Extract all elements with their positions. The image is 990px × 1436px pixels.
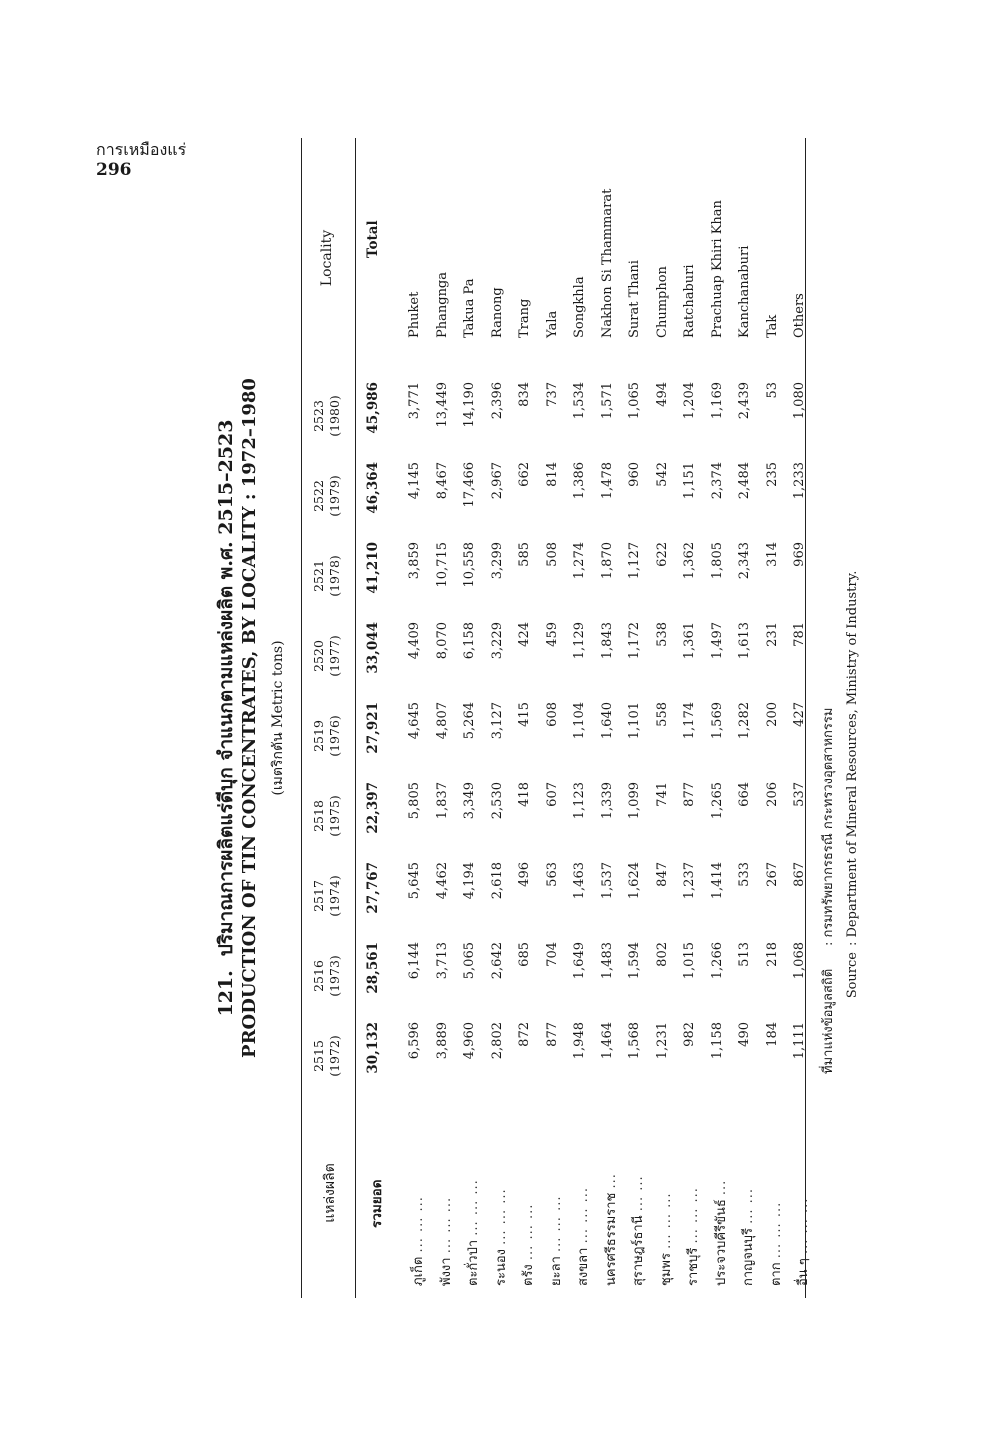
year-header [311, 776, 343, 856]
table-cell: 1,101 [627, 702, 642, 740]
table-body [365, 138, 820, 1298]
table-cell: 563 [544, 862, 560, 887]
year-gregorian: (1979) [327, 475, 342, 517]
leader-dots: ... ... ... [686, 1187, 701, 1244]
table-cell: 781 [792, 622, 807, 647]
table-cell: 685 [517, 942, 532, 967]
table-cell: 267 [764, 862, 780, 887]
locality-english: Surat Thani [627, 260, 642, 338]
table-cell: 1,534 [572, 382, 587, 420]
table-cell: 6,596 [407, 1022, 422, 1060]
locality-thai [435, 1086, 456, 1286]
year-buddhist: 2521 [311, 560, 326, 592]
table-cell: 1,339 [599, 782, 615, 820]
table-cell: 3,859 [407, 542, 422, 580]
locality-thai [792, 1086, 813, 1286]
locality-english: Yala [544, 310, 560, 338]
table-cell: 513 [737, 942, 752, 967]
table-row [490, 138, 518, 1298]
table-cell: 2,374 [709, 462, 725, 500]
table-cell: 10,558 [462, 542, 477, 588]
table-cell: 1,497 [709, 622, 725, 660]
locality-thai-name: ตาก [768, 1262, 784, 1286]
locality-english: Ratchaburi [682, 264, 697, 338]
locality-thai-name: ชุมพร [658, 1253, 674, 1286]
year-buddhist: 2519 [311, 720, 326, 752]
table-cell: 1,282 [737, 702, 752, 740]
locality-thai [545, 1086, 566, 1286]
table-row [600, 138, 628, 1298]
total-row [365, 138, 407, 1298]
year-header [311, 936, 343, 1016]
table-cell: 4,462 [434, 862, 450, 900]
locality-english: Chumphon [654, 266, 670, 338]
source-thai [817, 571, 841, 1074]
table-cell: 17,466 [462, 462, 477, 508]
table-cell: 13,449 [434, 382, 450, 428]
year-buddhist: 2520 [311, 640, 326, 672]
locality-thai [682, 1086, 703, 1286]
table-cell: 1,362 [682, 542, 697, 580]
table-cell: 608 [544, 702, 560, 727]
table-cell: 802 [654, 942, 670, 967]
table-cell: 1,127 [627, 542, 642, 580]
table-cell: 877 [544, 1022, 560, 1047]
year-gregorian: (1980) [327, 395, 342, 437]
year-buddhist: 2517 [311, 880, 326, 912]
table-number: 121. [215, 970, 237, 1017]
table-cell: 6,158 [462, 622, 477, 660]
source-english-text: : Department of Mineral Resources, Ministry of Industry. [845, 570, 860, 946]
locality-thai-header: แหล่งผลิต [322, 1163, 338, 1223]
locality-thai [600, 1086, 621, 1286]
table-cell: 10,715 [434, 542, 450, 588]
leader-dots: ... ... ... [796, 1197, 811, 1255]
table-cell: 5,065 [462, 942, 477, 980]
table-cell: 2,530 [489, 782, 505, 820]
year-header [311, 456, 343, 536]
leader-dots: ... ... ... [658, 1192, 674, 1249]
table-cell: 704 [544, 942, 560, 967]
table-cell: 1,169 [709, 382, 725, 420]
table-cell: 585 [517, 542, 532, 567]
table-cell: 45,986 [365, 382, 381, 434]
leader-dots: ... [603, 1173, 619, 1189]
table-cell: 508 [544, 542, 560, 567]
table-cell: 14,190 [462, 382, 477, 428]
table-cell: 1,483 [599, 942, 615, 980]
table-cell: 872 [517, 1022, 532, 1047]
year-gregorian: (1972) [327, 1035, 342, 1077]
leader-dots: ... ... ... [768, 1201, 784, 1259]
table-cell: 2,802 [489, 1022, 505, 1060]
table-cell: 877 [682, 782, 697, 807]
table-cell: 459 [544, 622, 560, 647]
table-cell: 4,960 [462, 1022, 477, 1060]
table-cell: 1,640 [599, 702, 615, 740]
locality-thai-name: ตะกั่วป่า [466, 1239, 481, 1286]
table-cell: 3,127 [489, 702, 505, 740]
table-top-rule [301, 138, 302, 1298]
locality-english-header: Locality [319, 229, 335, 287]
page-header [96, 140, 186, 180]
table-cell: 41,210 [365, 542, 381, 594]
table-cell: 5,264 [462, 702, 477, 740]
table-row [627, 138, 655, 1298]
year-header [311, 376, 343, 456]
table-row [682, 138, 710, 1298]
table-row [655, 138, 683, 1298]
locality-thai [462, 1086, 483, 1286]
leader-dots: ... ... ... [521, 1203, 536, 1261]
table-cell: 1,361 [682, 622, 697, 660]
locality-thai-name: ระนอง [493, 1248, 509, 1286]
table-cell: 1,463 [572, 862, 587, 900]
table-cell: 418 [517, 782, 532, 807]
locality-thai [407, 1086, 428, 1286]
table-row [545, 138, 573, 1298]
table-cell: 622 [654, 542, 670, 567]
year-buddhist: 2518 [311, 800, 326, 832]
locality-english: Phangnga [434, 271, 450, 338]
table-cell: 206 [764, 782, 780, 807]
table-units: (เมตริกตัน Metric tons) [270, 640, 286, 796]
table-cell: 1,274 [572, 542, 587, 580]
year-buddhist: 2523 [311, 400, 326, 432]
locality-thai-name: ประจวบคีรีขันธ์ [713, 1199, 729, 1286]
locality-thai [655, 1086, 676, 1286]
table-cell: 3,229 [489, 622, 505, 660]
table-cell: 2,343 [737, 542, 752, 580]
table-row [765, 138, 793, 1298]
table-cell: 1,478 [599, 462, 615, 500]
table-cell: 847 [654, 862, 670, 887]
table-source [817, 571, 865, 1074]
table-cell: 424 [517, 622, 532, 647]
table-cell: 1,568 [627, 1022, 642, 1060]
locality-thai [490, 1086, 511, 1286]
table-cell: 2,618 [489, 862, 505, 900]
table-row [517, 138, 545, 1298]
table-cell: 1,111 [792, 1022, 807, 1060]
leader-dots: ... ... ... [548, 1195, 564, 1252]
leader-dots: ... ... ... [411, 1196, 426, 1253]
table-cell: 3,349 [462, 782, 477, 820]
year-buddhist: 2522 [311, 480, 326, 512]
locality-english: Phuket [407, 291, 422, 338]
table-cell: 22,397 [365, 782, 381, 834]
table-cell: 27,921 [365, 702, 381, 754]
locality-thai [710, 1086, 731, 1286]
locality-english: Takua Pa [462, 278, 477, 338]
table-cell: 1,843 [599, 622, 615, 660]
locality-thai-name: รวมยอด [369, 1179, 385, 1228]
table-cell: 1,266 [709, 942, 725, 980]
table-cell: 3,299 [489, 542, 505, 580]
table-cell: 2,484 [737, 462, 752, 500]
year-gregorian: (1973) [327, 955, 342, 997]
table-cell: 1,129 [572, 622, 587, 660]
table-row [407, 138, 435, 1298]
table-cell: 3,771 [407, 382, 422, 420]
table-bottom-rule [805, 138, 806, 1298]
year-buddhist: 2516 [311, 960, 326, 992]
table-cell: 969 [792, 542, 807, 567]
table-cell: 1,837 [434, 782, 450, 820]
locality-thai-name: ตรัง [521, 1264, 536, 1286]
table-cell: 737 [544, 382, 560, 407]
section-name: การเหมืองแร่ [96, 140, 187, 159]
table-cell: 2,642 [489, 942, 505, 980]
year-gregorian: (1978) [327, 555, 342, 597]
table-cell: 30,132 [365, 1022, 381, 1074]
locality-english: Total [365, 220, 381, 258]
table-header-rule [355, 138, 356, 1298]
table-cell: 4,409 [407, 622, 422, 660]
locality-english: Ranong [489, 287, 505, 338]
leader-dots: ... [713, 1179, 729, 1196]
source-english [841, 571, 865, 1074]
table-cell: 46,364 [365, 462, 381, 514]
table-cell: 3,889 [434, 1022, 450, 1060]
table-cell: 415 [517, 702, 532, 727]
locality-thai [572, 1086, 593, 1286]
table-cell: 218 [764, 942, 780, 967]
table-cell: 1,065 [627, 382, 642, 420]
locality-thai [737, 1086, 758, 1286]
table-cell: 542 [654, 462, 670, 487]
table-cell: 33,044 [365, 622, 381, 674]
table-cell: 1,265 [709, 782, 725, 820]
table-title-english: PRODUCTION OF TIN CONCENTRATES, BY LOCALITY : 1972–1980 [239, 378, 260, 1058]
locality-thai [765, 1086, 786, 1286]
table-cell: 867 [792, 862, 807, 887]
table-row [710, 138, 738, 1298]
table-cell: 1,569 [709, 702, 725, 740]
table-cell: 2,967 [489, 462, 505, 500]
table-cell: 558 [654, 702, 670, 727]
table-cell: 8,070 [434, 622, 450, 660]
table-cell: 1,594 [627, 942, 642, 980]
table-cell: 1,624 [627, 862, 642, 900]
table-cell: 231 [764, 622, 780, 647]
year-gregorian: (1976) [327, 715, 342, 757]
locality-english: Kanchanaburi [737, 245, 752, 338]
leader-dots: ... ... [741, 1187, 756, 1224]
table-cell: 960 [627, 462, 642, 487]
leader-dots: ... ... ... [466, 1179, 481, 1236]
locality-thai-name: พังงา [438, 1257, 454, 1286]
table-cell: 1,237 [682, 862, 697, 900]
table-cell: 607 [544, 782, 560, 807]
table-cell: 1,151 [682, 462, 697, 500]
table-cell: 1,386 [572, 462, 587, 500]
locality-english: Songkhla [572, 276, 587, 338]
table-cell: 834 [517, 382, 532, 407]
table-cell: 1,805 [709, 542, 725, 580]
table-cell: 1,123 [572, 782, 587, 820]
year-gregorian: (1975) [327, 795, 342, 837]
table-row [737, 138, 765, 1298]
year-header [311, 856, 343, 936]
locality-thai-name: สงขลา [576, 1247, 591, 1286]
leader-dots: ... ... [631, 1175, 646, 1212]
table-cell: 1,571 [599, 382, 615, 420]
table-cell: 1,233 [792, 462, 807, 500]
table-cell: 1,948 [572, 1022, 587, 1060]
locality-thai-name: สุราษฎร์ธานี [631, 1215, 646, 1286]
table-row [572, 138, 600, 1298]
locality-english: Others [792, 293, 807, 338]
source-english-label: Source [845, 952, 860, 999]
table-cell: 1,649 [572, 942, 587, 980]
table-cell: 741 [654, 782, 670, 807]
table-cell: 1,174 [682, 702, 697, 740]
table-cell: 2,396 [489, 382, 505, 420]
table-cell: 4,145 [407, 462, 422, 500]
locality-english: Nakhon Si Thammarat [599, 188, 615, 338]
locality-thai-name: ภูเก็ต [411, 1256, 426, 1286]
locality-english: Prachuap Khiri Khan [709, 200, 725, 338]
table-cell: 5,645 [407, 862, 422, 900]
year-header [311, 1016, 343, 1096]
table-cell: 1,172 [627, 622, 642, 660]
year-header [311, 616, 343, 696]
table-row [462, 138, 490, 1298]
year-header [311, 536, 343, 616]
locality-thai-name: ราชบุรี [686, 1247, 701, 1286]
table-cell: 490 [737, 1022, 752, 1047]
table-header-row [305, 138, 353, 1298]
table-cell: 235 [764, 462, 780, 487]
leader-dots: ... ... ... [493, 1188, 509, 1245]
locality-thai-name: อื่น ๆ [796, 1258, 811, 1286]
table-cell: 664 [737, 782, 752, 807]
year-gregorian: (1977) [327, 635, 342, 677]
table-cell: 427 [792, 702, 807, 727]
table-cell: 314 [764, 542, 780, 567]
source-thai-label: ที่มาแห่งข้อมูลสถิติ [821, 968, 836, 1074]
table-cell: 1,158 [709, 1022, 725, 1060]
table-cell: 814 [544, 462, 560, 487]
table-cell: 1,104 [572, 702, 587, 740]
locality-thai-name: นครศรีธรรมราช [603, 1192, 619, 1286]
year-header [311, 696, 343, 776]
table-cell: 1,537 [599, 862, 615, 900]
table-cell: 1,613 [737, 622, 752, 660]
table-cell: 200 [764, 702, 780, 727]
locality-thai-name: ยะลา [548, 1256, 564, 1286]
table-cell: 496 [517, 862, 532, 887]
table-cell: 3,713 [434, 942, 450, 980]
table-cell: 27,767 [365, 862, 381, 914]
locality-thai-name: กาญจนบุรี [741, 1228, 756, 1286]
rotated-table-page [205, 138, 905, 1298]
table-cell: 537 [792, 782, 807, 807]
table-cell: 1,080 [792, 382, 807, 420]
table-row [435, 138, 463, 1298]
table-cell: 1,870 [599, 542, 615, 580]
table-cell: 4,194 [462, 862, 477, 900]
table-cell: 538 [654, 622, 670, 647]
table-cell: 2,439 [737, 382, 752, 420]
leader-dots: ... ... ... [576, 1186, 591, 1244]
leader-dots: ... ... ... [438, 1196, 454, 1254]
table-cell: 1,099 [627, 782, 642, 820]
source-thai-text: : กรมทรัพยากรธรณี กระทรวงอุตสาหกรรม [821, 707, 836, 946]
table-cell: 53 [764, 382, 780, 399]
table-title-thai: 121.ปริมาณการผลิตแร่ดีบุก จำแนกตามแหล่งผลิต พ.ศ. 2515–2523 [215, 419, 237, 1017]
table-cell: 4,807 [434, 702, 450, 740]
table-cell: 982 [682, 1022, 697, 1047]
year-buddhist: 2515 [311, 1040, 326, 1072]
locality-thai [517, 1086, 538, 1286]
table-cell: 533 [737, 862, 752, 887]
table-cell: 6,144 [407, 942, 422, 980]
table-cell: 1,204 [682, 382, 697, 420]
table-cell: 4,645 [407, 702, 422, 740]
table-cell: 494 [654, 382, 670, 407]
table-cell: 1,414 [709, 862, 725, 900]
table-cell: 28,561 [365, 942, 381, 994]
table-cell: 5,805 [407, 782, 422, 820]
locality-english: Trang [517, 298, 532, 338]
table-cell: 8,467 [434, 462, 450, 500]
locality-english: Tak [764, 314, 780, 338]
table-cell: 1,068 [792, 942, 807, 980]
table-cell: 1,231 [654, 1022, 670, 1060]
table-cell: 184 [764, 1022, 780, 1047]
table-cell: 1,015 [682, 942, 697, 980]
table-cell: 662 [517, 462, 532, 487]
locality-thai [627, 1086, 648, 1286]
table-cell: 1,464 [599, 1022, 615, 1060]
year-gregorian: (1974) [327, 875, 342, 917]
page-number: 296 [96, 160, 132, 180]
